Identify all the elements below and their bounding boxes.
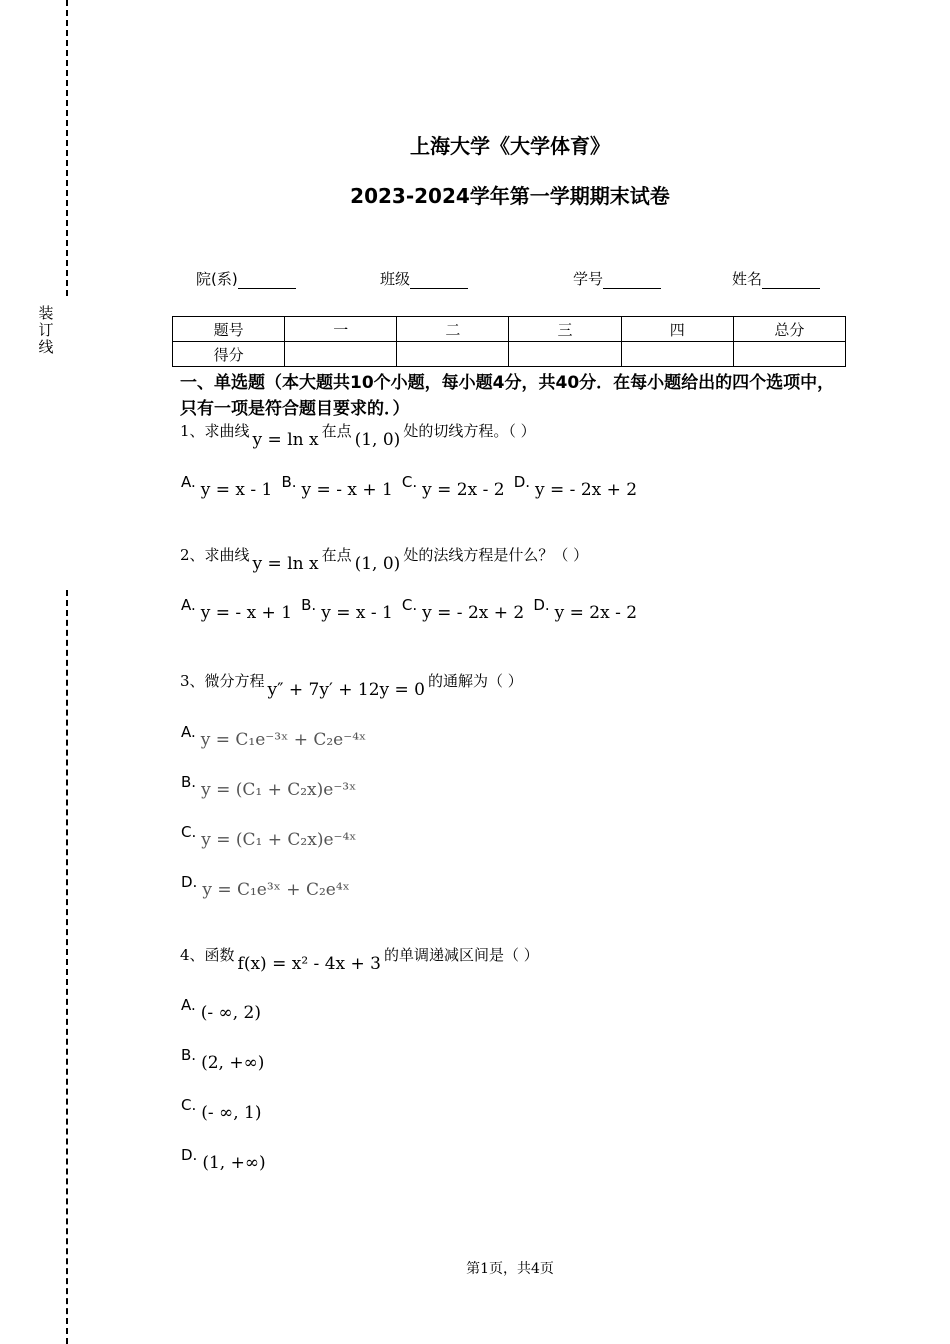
question-text: 在点: [321, 546, 352, 564]
question-text: 的通解为（ ）: [428, 672, 523, 690]
option-label: B.: [281, 473, 297, 491]
score-cell: [397, 342, 509, 367]
student-id-field: [573, 268, 661, 289]
question-3-option-b: [181, 773, 360, 800]
question-formula: f(x) = x² - 4x + 3: [237, 954, 381, 974]
class-label: 班级: [380, 270, 411, 288]
question-text: 处的切线方程。（ ）: [403, 422, 536, 440]
score-header-cell: 二: [397, 317, 509, 342]
option-label: A.: [181, 723, 196, 741]
option-label: D.: [533, 596, 550, 614]
option-value: (2, +∞): [201, 1053, 265, 1073]
college-label: 院(系): [196, 270, 238, 288]
page-footer: 第1页，共4页: [466, 1261, 554, 1277]
question-text: 2、求曲线: [180, 546, 250, 564]
option-value: y = x - 1: [200, 480, 273, 500]
question-3-option-c: [181, 823, 361, 850]
question-formula: y = ln x: [252, 430, 319, 450]
question-formula: (1, 0): [354, 554, 401, 574]
score-cell: [509, 342, 621, 367]
question-formula: y″ + 7y′ + 12y = 0: [267, 680, 425, 700]
name-label: 姓名: [732, 270, 763, 288]
question-2-options: [181, 596, 641, 623]
option-value: y = 2x - 2: [554, 603, 638, 623]
question-2: [180, 544, 589, 574]
question-formula: y = ln x: [252, 554, 319, 574]
option-label: B.: [181, 1046, 197, 1064]
question-1: [180, 420, 536, 450]
score-table-header-row: [173, 317, 846, 342]
option-value: (- ∞, 1): [201, 1103, 262, 1123]
score-header-cell: 一: [285, 317, 397, 342]
question-4-option-a: [181, 996, 265, 1023]
question-3-option-a: [181, 723, 370, 750]
option-label: B.: [181, 773, 197, 791]
option-value: y = C₁e⁻³ˣ + C₂e⁻⁴ˣ: [200, 730, 367, 750]
option-label: C.: [181, 1096, 197, 1114]
score-cell: [733, 342, 845, 367]
option-label: C.: [181, 823, 197, 841]
class-blank: [410, 272, 468, 289]
question-formula: (1, 0): [354, 430, 401, 450]
question-4-option-d: [181, 1146, 270, 1173]
question-text: 3、微分方程: [180, 672, 265, 690]
option-value: y = (C₁ + C₂x)e⁻³ˣ: [201, 780, 357, 800]
option-label: C.: [401, 473, 418, 491]
college-field: [196, 268, 296, 289]
option-value: (- ∞, 2): [200, 1003, 261, 1023]
question-text: 4、函数: [180, 946, 235, 964]
exam-title: 上海大学《大学体育》: [410, 134, 610, 158]
student-id-label: 学号: [573, 270, 604, 288]
question-text: 在点: [321, 422, 352, 440]
option-value: y = - 2x + 2: [422, 603, 525, 623]
option-value: y = C₁e³ˣ + C₂e⁴ˣ: [202, 880, 350, 900]
option-value: y = 2x - 2: [422, 480, 505, 500]
option-value: y = - x + 1: [301, 480, 393, 500]
option-label: D.: [513, 473, 531, 491]
option-label: B.: [301, 596, 317, 614]
score-header-cell: 题号: [173, 317, 285, 342]
score-header-cell: 三: [509, 317, 621, 342]
score-header-cell: 四: [621, 317, 733, 342]
option-label: A.: [181, 473, 196, 491]
question-3-option-d: [181, 873, 354, 900]
option-value: (1, +∞): [202, 1153, 266, 1173]
option-label: A.: [181, 996, 196, 1014]
score-row-label: 得分: [173, 342, 285, 367]
score-cell: [621, 342, 733, 367]
option-label: C.: [401, 596, 418, 614]
question-4-option-b: [181, 1046, 268, 1073]
question-4-option-c: [181, 1096, 265, 1123]
name-blank: [762, 272, 820, 289]
option-value: y = x - 1: [321, 603, 393, 623]
class-field: [380, 268, 468, 289]
student-id-blank: [603, 272, 661, 289]
option-label: D.: [181, 873, 198, 891]
option-value: y = - 2x + 2: [535, 480, 638, 500]
option-label: D.: [181, 1146, 198, 1164]
section-title: 一、单选题（本大题共10个小题，每小题4分，共40分．在每小题给出的四个选项中，只有一项是符合题目要求的．）: [180, 373, 835, 419]
question-text: 处的法线方程是什么？（ ）: [403, 546, 589, 564]
binding-line-label: 装订线: [38, 304, 54, 356]
question-text: 1、求曲线: [180, 422, 250, 440]
score-table-score-row: [173, 342, 846, 367]
name-field: [732, 268, 820, 289]
score-header-cell: 总分: [733, 317, 845, 342]
question-3: [180, 670, 523, 700]
score-table: [172, 316, 846, 367]
question-4: [180, 944, 539, 974]
option-value: y = (C₁ + C₂x)e⁻⁴ˣ: [201, 830, 357, 850]
question-text: 的单调递减区间是（ ）: [383, 946, 539, 964]
exam-subtitle: 2023-2024学年第一学期期末试卷: [350, 184, 670, 208]
option-value: y = - x + 1: [200, 603, 293, 623]
college-blank: [238, 272, 296, 289]
question-1-options: [181, 473, 641, 500]
binding-dashed-line-bottom: [66, 590, 68, 1344]
score-cell: [285, 342, 397, 367]
option-label: A.: [181, 596, 196, 614]
